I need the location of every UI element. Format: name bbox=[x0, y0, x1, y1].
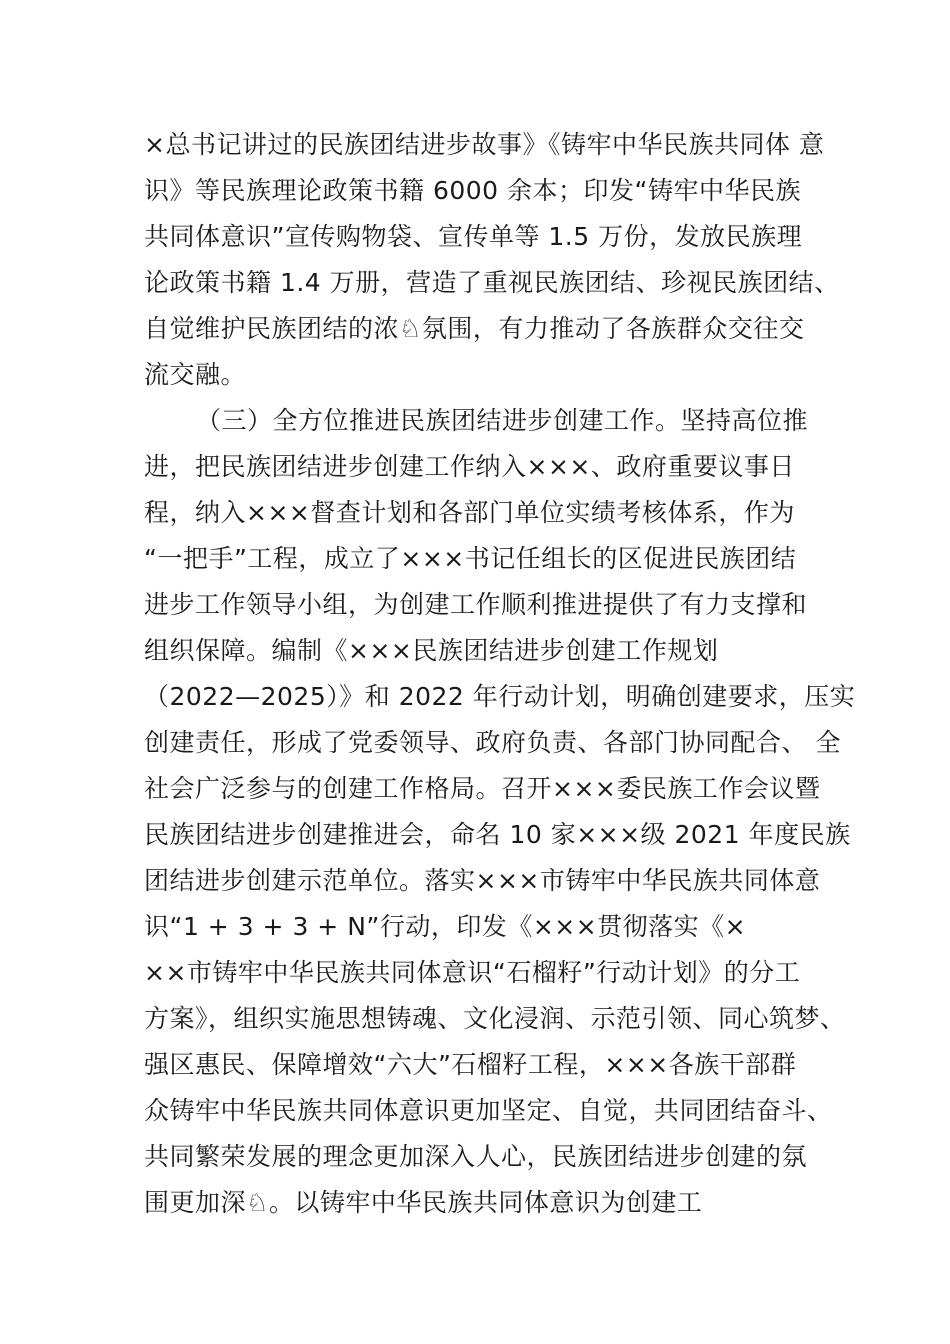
text-line: 共同体意识”宣传购物袋、宣传单等 1.5 万份，发放民族理 bbox=[144, 222, 803, 251]
text-line: 围更加深♘。以铸牢中华民族共同体意识为创建工 bbox=[144, 1188, 703, 1217]
text-line: 程，纳入×××督查计划和各部门单位实绩考核体系，作为 bbox=[144, 498, 795, 527]
text-line: 识》等民族理论政策书籍 6000 余本；印发“铸牢中华民族 bbox=[144, 176, 801, 205]
text-line: 方案》，组织实施思想铸魂、文化浸润、示范引领、同心筑梦、 bbox=[144, 1004, 846, 1033]
text-line: 自觉维护民族团结的浓♘氛围，有力推动了各族群众交往交 bbox=[144, 314, 805, 343]
section-heading-line: （三）全方位推进民族团结进步创建工作。坚持高位推 bbox=[196, 406, 809, 435]
text-line: （2022—2025）》和 2022 年行动计划，明确创建要求，压实 bbox=[144, 682, 856, 711]
text-line: ×总书记讲过的民族团结进步故事》《铸牢中华民族共同体 意 bbox=[144, 130, 825, 159]
text-line: 进步工作领导小组，为创建工作顺利推进提供了有力支撑和 bbox=[144, 590, 808, 619]
text-line: 进，把民族团结进步创建工作纳入×××、政府重要议事日 bbox=[144, 452, 795, 481]
text-line: 众铸牢中华民族共同体意识更加坚定、自觉，共同团结奋斗、 bbox=[144, 1096, 833, 1125]
text-line: “一把手”工程，成立了×××书记任组长的区促进民族团结 bbox=[144, 544, 797, 573]
text-line: 创建责任，形成了党委领导、政府负责、各部门协同配合、 全 bbox=[144, 728, 841, 757]
text-line: 流交融。 bbox=[144, 360, 247, 389]
text-line: 共同繁荣发展的理念更加深入人心，民族团结进步创建的氛 bbox=[144, 1142, 808, 1171]
text-line: 强区惠民、保障增效“六大”石榴籽工程，×××各族干部群 bbox=[144, 1050, 797, 1079]
text-line: 社会广泛参与的创建工作格局。召开×××委民族工作会议暨 bbox=[144, 774, 821, 803]
text-line: 民族团结进步创建推进会，命名 10 家×××级 2021 年度民族 bbox=[144, 820, 851, 849]
text-line: 组织保障。编制《×××民族团结进步创建工作规划 bbox=[144, 636, 719, 665]
text-line: 论政策书籍 1.4 万册，营造了重视民族团结、珍视民族团结、 bbox=[144, 268, 840, 297]
text-line: 团结进步创建示范单位。落实×××市铸牢中华民族共同体意 bbox=[144, 866, 821, 895]
text-line: ××市铸牢中华民族共同体意识“石榴籽”行动计划》的分工 bbox=[144, 958, 801, 987]
text-line: 识“1 + 3 + 3 + N”行动，印发《×××贯彻落实《× bbox=[144, 912, 747, 941]
